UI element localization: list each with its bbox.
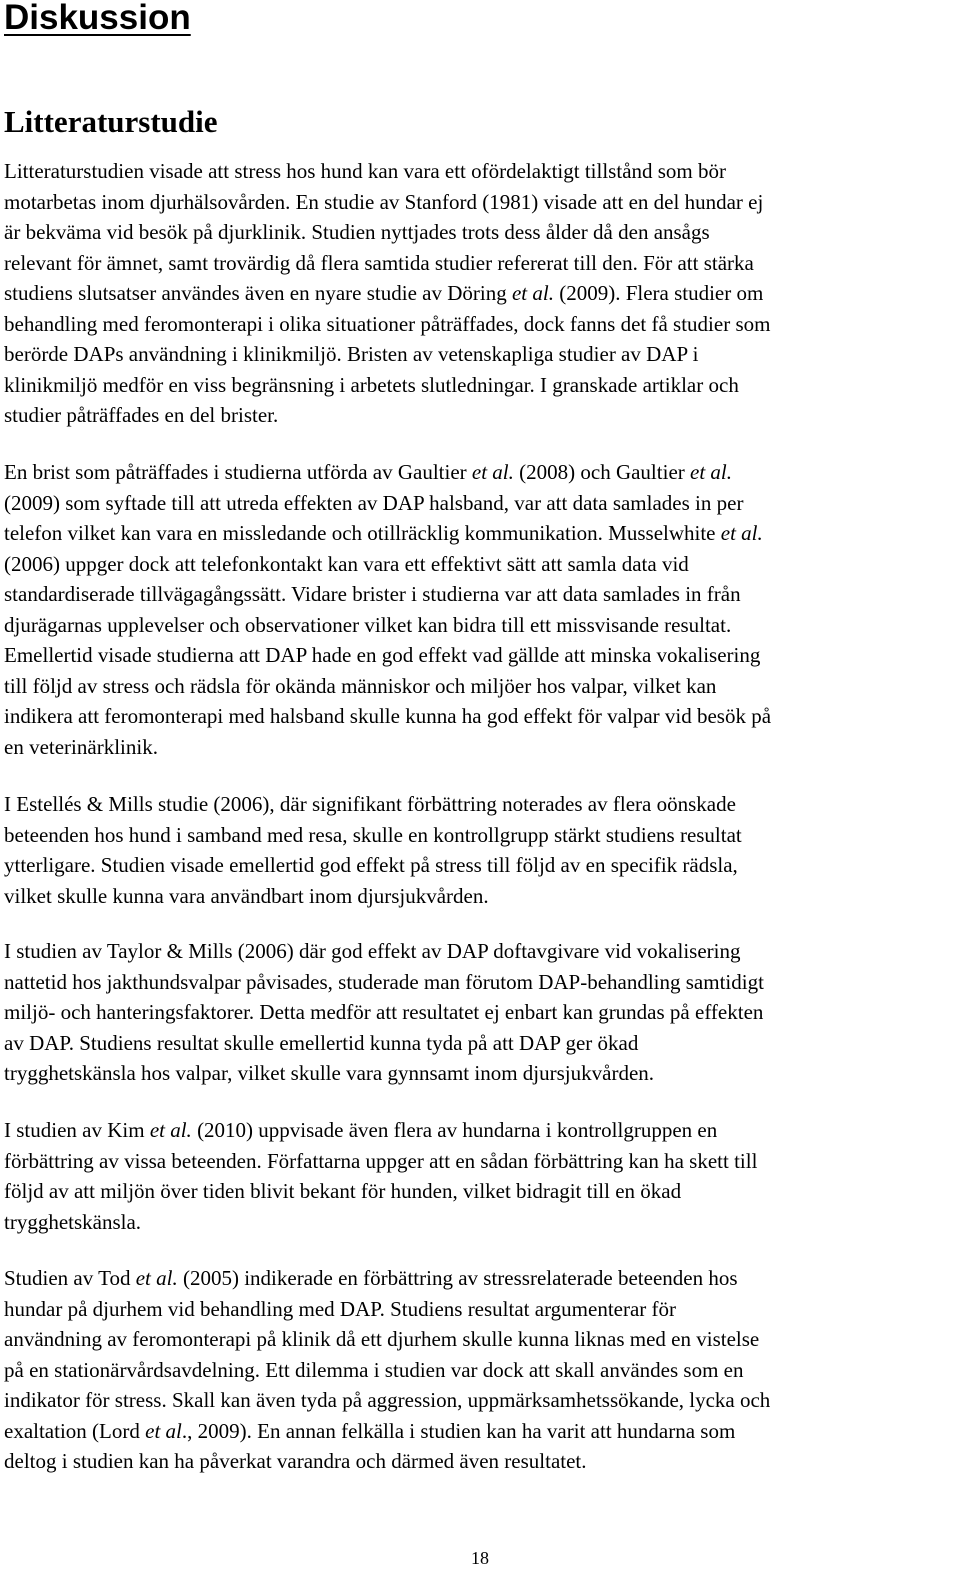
text-line: vilket skulle kunna vara användbart inom djursjukvården.: [4, 883, 489, 908]
text-line: följd av att miljön över tiden blivit bekant för hunden, vilket bidragit till en ökad: [4, 1179, 682, 1203]
text-line: [4, 457, 954, 488]
text-line: trygghetskänsla hos valpar, vilket skulle vara gynnsamt inom djursjukvården.: [4, 1061, 655, 1085]
etal-italic: et al: [145, 1418, 182, 1443]
paragraph-2: [4, 457, 954, 762]
text-segment: relevant för ämnet, samt trovärdig då flera samtida studier refererat till den. För att stärka: [4, 250, 754, 275]
text-segment: Studien av Tod: [4, 1266, 131, 1290]
text-line: deltog i studien kan ha påverkat varandra och därmed även resultatet.: [4, 1449, 587, 1473]
text-line: [4, 1263, 954, 1294]
text-segment: telefon vilket kan vara en missledande och otillräcklig kommunikation. Musselwhite: [4, 521, 716, 545]
section-heading: Diskussion: [4, 0, 191, 37]
paragraph-1: [4, 156, 954, 431]
text-line: på en stationärvårdsavdelning. Ett dilemma i studien var dock att skall användes som en: [4, 1357, 744, 1382]
text-line: hundar på djurhem vid behandling med DAP. Studiens resultat argumenterar för: [4, 1296, 677, 1321]
text-line: klinikmiljö medför en viss begränsning i arbetets slutledningar. I granskade artiklar och: [4, 372, 739, 397]
text-segment: studiens slutsatser användes även en nyare studie av Döring: [4, 281, 507, 305]
text-line: indikera att feromonterapi med halsband skulle kunna ha god effekt för valpar vid besök på: [4, 704, 772, 728]
paragraph-6: [4, 1263, 954, 1477]
text-line: av DAP. Studiens resultat skulle emellertid kunna tyda på att DAP ger ökad: [4, 1030, 639, 1055]
text-line: (2009) som syftade till att utreda effekten av DAP halsband, var att data samlades in per: [4, 490, 744, 515]
text-line: en veterinärklinik.: [4, 734, 158, 759]
text-segment: (2010) uppvisade även flera av hundarna i kontrollgruppen en: [191, 1118, 718, 1142]
etal-italic: et al.: [471, 460, 514, 484]
text-line: till följd av stress och rädsla för okända människor och miljöer hos valpar, vilket kan: [4, 673, 717, 698]
text-segment: ., 2009). En annan felkälla i studien kan ha varit att hundarna som: [181, 1418, 736, 1443]
text-line: berörde DAPs användning i klinikmiljö. Bristen av vetenskapliga studier av DAP i: [4, 342, 699, 366]
text-line: [4, 1115, 954, 1146]
text-line: Emellertid visade studierna att DAP hade en god effekt vad gällde att minska vokalisering: [4, 643, 761, 667]
text-line: I studien av Taylor & Mills (2006) där god effekt av DAP doftavgivare vid vokalisering: [4, 939, 741, 963]
etal-italic: et al.: [149, 1118, 192, 1142]
text-line: [4, 1416, 954, 1447]
text-segment: En brist som påträffades i studierna utförda av Gaultier: [4, 460, 467, 484]
text-line: användning av feromonterapi på klinik då ett djurhem skulle kunna liknas med en vistelse: [4, 1327, 760, 1351]
text-line: beteenden hos hund i samband med resa, skulle en kontrollgrupp stärkt studiens resultat: [4, 822, 742, 847]
text-line: förbättring av vissa beteenden. Författarna uppger att en sådan förbättring kan ha skett till: [4, 1148, 758, 1173]
text-line: nattetid hos jakthundsvalpar påvisades, studerade man förutom DAP-behandling samtidigt: [4, 969, 764, 994]
text-segment: exaltation (Lord: [4, 1418, 140, 1443]
text-segment: (2005) indikerade en förbättring av stressrelaterade beteenden hos: [177, 1266, 738, 1290]
text-line: [4, 518, 954, 549]
text-line: [4, 217, 954, 248]
text-segment: I studien av Kim: [4, 1118, 145, 1142]
text-line: Litteraturstudien visade att stress hos hund kan vara ett ofördelaktigt tillstånd som bör: [4, 159, 727, 183]
text-line: [4, 278, 954, 309]
text-line: (2006) uppger dock att telefonkontakt kan vara ett effektivt sätt att samla data vid: [4, 551, 689, 576]
paragraph-4: [4, 936, 954, 1089]
paragraph-5: [4, 1115, 954, 1237]
text-line: behandling med feromonterapi i olika situationer påträffades, dock fanns det få studier som: [4, 311, 771, 336]
text-line: miljö- och hanteringsfaktorer. Detta medför att resultatet ej enbart kan grundas på effekten: [4, 1000, 764, 1024]
text-segment: (2009). Flera studier om: [553, 281, 764, 305]
paragraph-3: [4, 789, 954, 911]
text-segment: (2008) och Gaultier: [513, 460, 685, 484]
text-line: indikator för stress. Skall kan även tyda på aggression, uppmärksamhetssökande, lycka och: [4, 1388, 771, 1412]
etal-italic: et al.: [511, 281, 554, 305]
text-segment: är bekväma vid besök på djurklinik. Studien nyttjades trots dess ålder då den ansågs: [4, 220, 710, 244]
page-number: 18: [471, 1548, 489, 1568]
subsection-heading: Litteraturstudie: [4, 104, 218, 139]
text-line: I Estellés & Mills studie (2006), där signifikant förbättring noterades av flera oönskade: [4, 792, 736, 816]
text-line: djurägarnas upplevelser och observationer vilket kan bidra till ett missvisande resultat.: [4, 612, 732, 637]
etal-italic: et al.: [135, 1266, 178, 1290]
etal-italic: et al.: [690, 460, 733, 484]
text-line: trygghetskänsla.: [4, 1209, 142, 1234]
text-line: motarbetas inom djurhälsovården. En studie av Stanford (1981) visade att en del hundar ej: [4, 189, 764, 214]
text-line: [4, 248, 954, 279]
etal-italic: et al.: [720, 521, 763, 545]
text-line: studier påträffades en del brister.: [4, 403, 279, 427]
text-line: standardiserade tillvägagångssätt. Vidare brister i studierna var att data samlades in från: [4, 582, 741, 606]
text-line: ytterligare. Studien visade emellertid god effekt på stress till följd av en specifik rädsla,: [4, 853, 738, 877]
